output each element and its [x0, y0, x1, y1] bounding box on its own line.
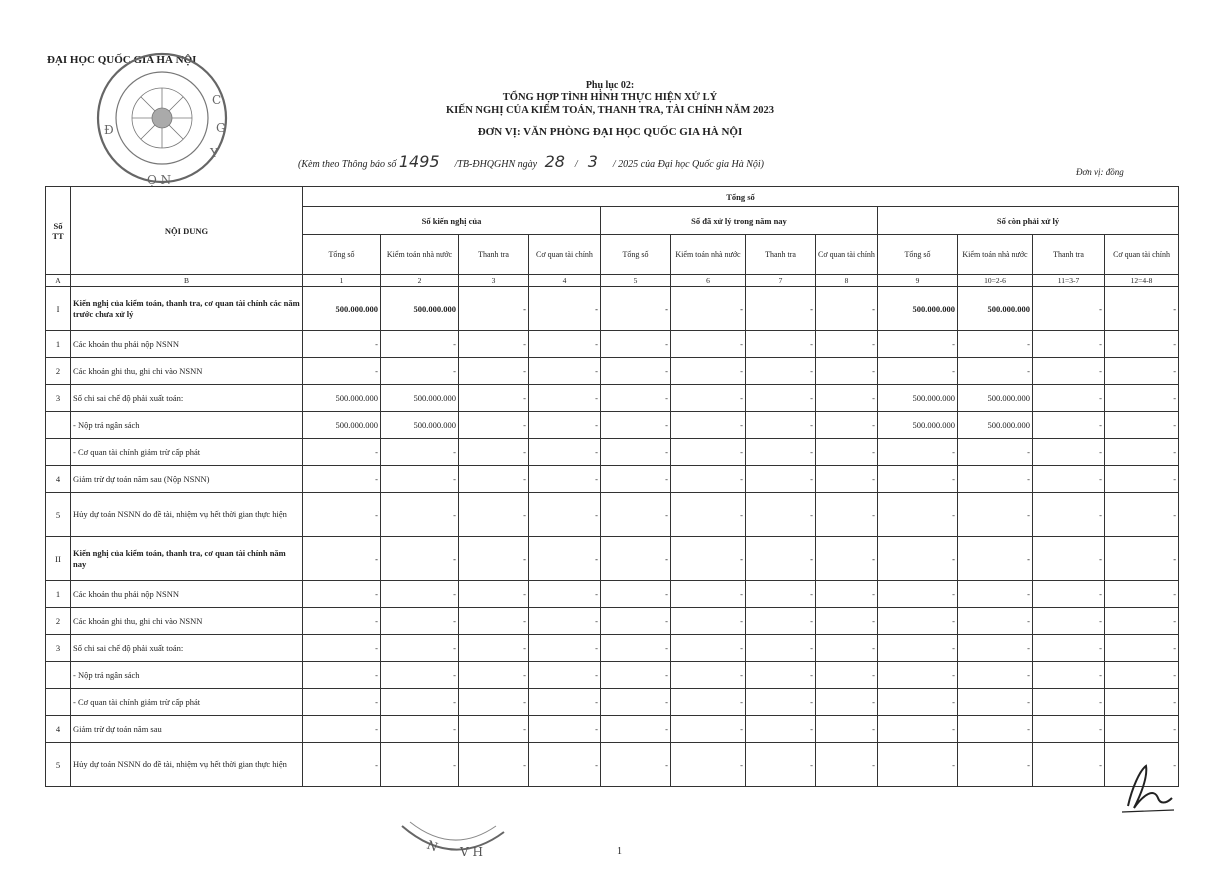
value-cell: - [1033, 358, 1105, 385]
value-cell: - [958, 662, 1033, 689]
row-index [46, 439, 71, 466]
row-index: 4 [46, 716, 71, 743]
value-cell: - [381, 493, 459, 537]
row-content: Giảm trừ dự toán năm sau (Nộp NSNN) [71, 466, 303, 493]
row-index: 3 [46, 385, 71, 412]
value-cell: - [529, 689, 601, 716]
value-cell: - [816, 287, 878, 331]
row-content: - Nộp trả ngân sách [71, 412, 303, 439]
value-cell: - [671, 635, 746, 662]
value-cell: - [816, 635, 878, 662]
table-row [46, 466, 1179, 493]
subheader-cell: Cơ quan tài chính [816, 235, 878, 275]
value-cell: - [878, 608, 958, 635]
value-cell: - [459, 581, 529, 608]
value-cell: - [1033, 608, 1105, 635]
row-content: Kiến nghị của kiểm toán, thanh tra, cơ quan tài chính các năm trước chưa xử lý [71, 287, 303, 331]
value-cell: - [459, 287, 529, 331]
value-cell: - [303, 608, 381, 635]
row-content: Số chi sai chế độ phải xuất toán: [71, 385, 303, 412]
value-cell: - [303, 537, 381, 581]
value-cell: - [459, 331, 529, 358]
value-cell: - [746, 608, 816, 635]
table-row [46, 287, 1179, 331]
value-cell: - [529, 358, 601, 385]
row-content: Giảm trừ dự toán năm sau [71, 716, 303, 743]
value-cell: - [381, 635, 459, 662]
value-cell: 500.000.000 [878, 385, 958, 412]
value-cell: - [529, 662, 601, 689]
row-index: II [46, 537, 71, 581]
column-code-cell: 2 [381, 275, 459, 287]
subheader-cell: Kiểm toán nhà nước [381, 235, 459, 275]
column-code-row [46, 275, 1179, 287]
value-cell: - [1033, 493, 1105, 537]
value-cell: - [671, 331, 746, 358]
value-cell: - [816, 581, 878, 608]
value-cell: - [1033, 689, 1105, 716]
table-row [46, 331, 1179, 358]
value-cell: - [816, 716, 878, 743]
value-cell: - [1033, 662, 1105, 689]
svg-text:Y: Y [210, 146, 218, 160]
value-cell: - [958, 537, 1033, 581]
value-cell: - [958, 689, 1033, 716]
value-cell: - [746, 493, 816, 537]
value-cell: - [303, 689, 381, 716]
value-cell: - [601, 662, 671, 689]
svg-text:Ọ N: Ọ N [147, 173, 172, 187]
value-cell: - [459, 439, 529, 466]
value-cell: - [303, 662, 381, 689]
value-cell: - [671, 385, 746, 412]
table-row [46, 581, 1179, 608]
value-cell: - [746, 689, 816, 716]
column-code-cell: 6 [671, 275, 746, 287]
value-cell: - [816, 385, 878, 412]
value-cell: - [878, 689, 958, 716]
value-cell: - [459, 743, 529, 787]
value-cell: - [459, 635, 529, 662]
value-cell: 500.000.000 [381, 287, 459, 331]
value-cell: 500.000.000 [958, 287, 1033, 331]
value-cell: - [601, 635, 671, 662]
value-cell: - [303, 331, 381, 358]
column-code-cell: 1 [303, 275, 381, 287]
value-cell: - [958, 439, 1033, 466]
value-cell: - [958, 358, 1033, 385]
value-cell: - [303, 493, 381, 537]
value-cell: - [459, 493, 529, 537]
value-cell: - [529, 385, 601, 412]
value-cell: - [671, 358, 746, 385]
value-cell: - [746, 743, 816, 787]
value-cell: - [671, 689, 746, 716]
value-cell: - [459, 385, 529, 412]
value-cell: - [529, 743, 601, 787]
row-content: Kiến nghị của kiểm toán, thanh tra, cơ quan tài chính năm nay [71, 537, 303, 581]
value-cell: - [671, 412, 746, 439]
value-cell: - [671, 662, 746, 689]
organization-name: ĐẠI HỌC QUỐC GIA HÀ NỘI [47, 54, 197, 66]
value-cell: - [303, 743, 381, 787]
reference-month-handwritten: 3 [587, 152, 598, 171]
table-row [46, 635, 1179, 662]
value-cell: - [746, 466, 816, 493]
value-cell: - [816, 331, 878, 358]
row-index: 1 [46, 331, 71, 358]
value-cell: - [1105, 466, 1179, 493]
document-subtitle: KIẾN NGHỊ CỦA KIỂM TOÁN, THANH TRA, TÀI CHÍNH NĂM 2023 [445, 105, 775, 116]
value-cell: - [1105, 689, 1179, 716]
row-index [46, 689, 71, 716]
column-code-cell: 5 [601, 275, 671, 287]
reference-line [298, 152, 764, 171]
svg-text:G: G [216, 121, 226, 135]
value-cell: - [1105, 385, 1179, 412]
svg-text:N: N [424, 837, 440, 855]
value-cell: - [816, 662, 878, 689]
column-code-cell: 12=4-8 [1105, 275, 1179, 287]
value-cell: - [1033, 385, 1105, 412]
value-cell: 500.000.000 [878, 412, 958, 439]
value-cell: - [1033, 581, 1105, 608]
value-cell: - [958, 635, 1033, 662]
svg-text:V H: V H [460, 845, 483, 859]
value-cell: - [601, 743, 671, 787]
row-index [46, 412, 71, 439]
value-cell: - [878, 581, 958, 608]
value-cell: - [746, 537, 816, 581]
subheader-cell: Thanh tra [1033, 235, 1105, 275]
document-title: TỔNG HỢP TÌNH HÌNH THỰC HIỆN XỬ LÝ [502, 92, 718, 103]
value-cell: 500.000.000 [958, 412, 1033, 439]
value-cell: - [1105, 493, 1179, 537]
value-cell: - [459, 412, 529, 439]
table-row [46, 662, 1179, 689]
value-cell: - [381, 743, 459, 787]
column-code-cell: 3 [459, 275, 529, 287]
value-cell: - [1033, 635, 1105, 662]
value-cell: - [746, 439, 816, 466]
value-cell: - [529, 716, 601, 743]
value-cell: - [878, 635, 958, 662]
row-content: Hủy dự toán NSNN do đề tài, nhiệm vụ hết thời gian thực hiện [71, 493, 303, 537]
value-cell: - [958, 466, 1033, 493]
value-cell: - [381, 608, 459, 635]
appendix-label: Phụ lục 02: [585, 80, 635, 91]
subheader-cell: Cơ quan tài chính [1105, 235, 1179, 275]
row-content: - Cơ quan tài chính giảm trừ cấp phát [71, 689, 303, 716]
seal-fragment-stamp [398, 818, 508, 866]
page-number: 1 [617, 846, 622, 857]
subheader-cell: Thanh tra [746, 235, 816, 275]
value-cell: 500.000.000 [303, 287, 381, 331]
currency-unit-note: Đơn vị: đồng [1076, 167, 1124, 177]
value-cell: - [816, 493, 878, 537]
row-content: Các khoản ghi thu, ghi chi vào NSNN [71, 608, 303, 635]
row-content: - Cơ quan tài chính giảm trừ cấp phát [71, 439, 303, 466]
official-seal-stamp [92, 42, 232, 190]
reference-day-handwritten: 28 [544, 152, 565, 171]
subheader-cell: Kiểm toán nhà nước [671, 235, 746, 275]
column-code-cell: 9 [878, 275, 958, 287]
value-cell: - [1105, 537, 1179, 581]
row-content: Hủy dự toán NSNN do đề tài, nhiệm vụ hết thời gian thực hiện [71, 743, 303, 787]
svg-text:C: C [212, 93, 222, 107]
value-cell: - [958, 743, 1033, 787]
value-cell: - [459, 466, 529, 493]
reference-middle: /TB-ĐHQGHN ngày [454, 159, 538, 170]
value-cell: - [1105, 331, 1179, 358]
table-row [46, 385, 1179, 412]
value-cell: - [816, 743, 878, 787]
value-cell: - [601, 716, 671, 743]
value-cell: - [529, 287, 601, 331]
value-cell: - [878, 716, 958, 743]
header-group-processed: Số đã xử lý trong năm nay [601, 207, 878, 235]
row-content: Các khoản thu phải nộp NSNN [71, 331, 303, 358]
row-index: 3 [46, 635, 71, 662]
header-group-recommendations: Số kiến nghị của [303, 207, 601, 235]
value-cell: 500.000.000 [303, 412, 381, 439]
value-cell: - [303, 439, 381, 466]
value-cell: - [529, 466, 601, 493]
value-cell: - [303, 635, 381, 662]
value-cell: - [958, 581, 1033, 608]
value-cell: - [1033, 331, 1105, 358]
value-cell: - [381, 581, 459, 608]
value-cell: - [671, 716, 746, 743]
value-cell: - [303, 581, 381, 608]
svg-text:Đ: Đ [104, 123, 114, 137]
value-cell: - [601, 439, 671, 466]
value-cell: - [878, 358, 958, 385]
column-code-cell: 7 [746, 275, 816, 287]
value-cell: - [303, 358, 381, 385]
row-content: Các khoản thu phải nộp NSNN [71, 581, 303, 608]
value-cell: - [746, 716, 816, 743]
value-cell: - [878, 662, 958, 689]
value-cell: - [601, 466, 671, 493]
value-cell: - [671, 466, 746, 493]
value-cell: - [746, 662, 816, 689]
table-row [46, 537, 1179, 581]
value-cell: - [878, 493, 958, 537]
value-cell: - [303, 466, 381, 493]
value-cell: - [529, 439, 601, 466]
value-cell: - [816, 608, 878, 635]
value-cell: - [958, 716, 1033, 743]
value-cell: - [1105, 662, 1179, 689]
row-content: - Nộp trả ngân sách [71, 662, 303, 689]
header-stt: Số TT [46, 187, 71, 275]
value-cell: - [459, 608, 529, 635]
value-cell: - [816, 358, 878, 385]
value-cell: - [671, 581, 746, 608]
row-index: 4 [46, 466, 71, 493]
value-cell: - [1105, 743, 1179, 787]
value-cell: - [459, 716, 529, 743]
reference-prefix: (Kèm theo Thông báo số [298, 159, 397, 170]
value-cell: - [1033, 716, 1105, 743]
value-cell: - [1105, 581, 1179, 608]
value-cell: 500.000.000 [381, 385, 459, 412]
header-content: NỘI DUNG [71, 187, 303, 275]
value-cell: - [381, 331, 459, 358]
table-row [46, 689, 1179, 716]
value-cell: - [746, 287, 816, 331]
value-cell: - [878, 537, 958, 581]
column-code-cell: 11=3-7 [1033, 275, 1105, 287]
table-row [46, 743, 1179, 787]
value-cell: - [601, 412, 671, 439]
value-cell: - [671, 493, 746, 537]
value-cell: - [381, 358, 459, 385]
value-cell: - [1105, 716, 1179, 743]
row-index: I [46, 287, 71, 331]
table-row [46, 493, 1179, 537]
value-cell: - [1033, 287, 1105, 331]
value-cell: - [1105, 287, 1179, 331]
reference-suffix: / 2025 của Đại học Quốc gia Hà Nội) [612, 159, 764, 170]
value-cell: - [529, 608, 601, 635]
value-cell: - [529, 581, 601, 608]
value-cell: 500.000.000 [958, 385, 1033, 412]
value-cell: - [601, 493, 671, 537]
table-row [46, 716, 1179, 743]
value-cell: - [381, 662, 459, 689]
unit-title: ĐƠN VỊ: VĂN PHÒNG ĐẠI HỌC QUỐC GIA HÀ NỘI [477, 126, 743, 138]
column-code-cell: 10=2-6 [958, 275, 1033, 287]
value-cell: - [816, 466, 878, 493]
value-cell: - [459, 358, 529, 385]
value-cell: - [746, 358, 816, 385]
table-row [46, 439, 1179, 466]
value-cell: - [1033, 743, 1105, 787]
value-cell: - [816, 537, 878, 581]
value-cell: - [878, 743, 958, 787]
value-cell: - [878, 466, 958, 493]
value-cell: - [529, 537, 601, 581]
value-cell: - [601, 358, 671, 385]
row-index [46, 662, 71, 689]
value-cell: - [381, 537, 459, 581]
header-group-remaining: Số còn phải xử lý [878, 207, 1179, 235]
value-cell: - [601, 287, 671, 331]
value-cell: - [671, 537, 746, 581]
value-cell: - [1105, 608, 1179, 635]
value-cell: - [381, 439, 459, 466]
row-index: 2 [46, 608, 71, 635]
value-cell: 500.000.000 [303, 385, 381, 412]
subheader-cell: Tổng số [601, 235, 671, 275]
value-cell: - [459, 689, 529, 716]
value-cell: - [1105, 412, 1179, 439]
value-cell: - [958, 493, 1033, 537]
value-cell: - [1105, 358, 1179, 385]
report-table [45, 186, 1179, 787]
value-cell: - [303, 716, 381, 743]
value-cell: 500.000.000 [381, 412, 459, 439]
column-code-cell: 8 [816, 275, 878, 287]
value-cell: - [671, 287, 746, 331]
value-cell: - [816, 412, 878, 439]
value-cell: - [601, 581, 671, 608]
subheader-cell: Kiểm toán nhà nước [958, 235, 1033, 275]
value-cell: - [1033, 412, 1105, 439]
value-cell: - [381, 689, 459, 716]
value-cell: - [459, 662, 529, 689]
value-cell: - [746, 385, 816, 412]
subheader-cell: Tổng số [303, 235, 381, 275]
value-cell: - [1105, 635, 1179, 662]
value-cell: - [529, 493, 601, 537]
signature [1118, 758, 1178, 818]
subheader-cell: Thanh tra [459, 235, 529, 275]
value-cell: - [381, 466, 459, 493]
value-cell: - [878, 331, 958, 358]
value-cell: 500.000.000 [878, 287, 958, 331]
value-cell: - [1033, 466, 1105, 493]
value-cell: - [816, 689, 878, 716]
value-cell: - [671, 608, 746, 635]
column-code-cell: A [46, 275, 71, 287]
value-cell: - [958, 608, 1033, 635]
value-cell: - [746, 635, 816, 662]
value-cell: - [601, 537, 671, 581]
subheader-cell: Cơ quan tài chính [529, 235, 601, 275]
column-code-cell: B [71, 275, 303, 287]
value-cell: - [671, 439, 746, 466]
value-cell: - [878, 439, 958, 466]
value-cell: - [1105, 439, 1179, 466]
row-index: 5 [46, 493, 71, 537]
value-cell: - [601, 689, 671, 716]
value-cell: - [746, 581, 816, 608]
value-cell: - [529, 331, 601, 358]
value-cell: - [529, 412, 601, 439]
value-cell: - [601, 608, 671, 635]
reference-separator: / [574, 159, 578, 170]
value-cell: - [746, 331, 816, 358]
value-cell: - [1033, 439, 1105, 466]
value-cell: - [671, 743, 746, 787]
row-index: 2 [46, 358, 71, 385]
value-cell: - [601, 385, 671, 412]
header-total: Tổng số [303, 187, 1179, 207]
value-cell: - [459, 537, 529, 581]
subheader-cell: Tổng số [878, 235, 958, 275]
row-index: 5 [46, 743, 71, 787]
value-cell: - [746, 412, 816, 439]
row-content: Các khoản ghi thu, ghi chi vào NSNN [71, 358, 303, 385]
row-index: 1 [46, 581, 71, 608]
table-row [46, 412, 1179, 439]
value-cell: - [958, 331, 1033, 358]
row-content: Số chi sai chế độ phải xuất toán: [71, 635, 303, 662]
value-cell: - [381, 716, 459, 743]
reference-number-handwritten: 1495 [398, 152, 440, 171]
table-row [46, 608, 1179, 635]
value-cell: - [529, 635, 601, 662]
table-row [46, 358, 1179, 385]
column-code-cell: 4 [529, 275, 601, 287]
value-cell: - [816, 439, 878, 466]
value-cell: - [601, 331, 671, 358]
value-cell: - [1033, 537, 1105, 581]
